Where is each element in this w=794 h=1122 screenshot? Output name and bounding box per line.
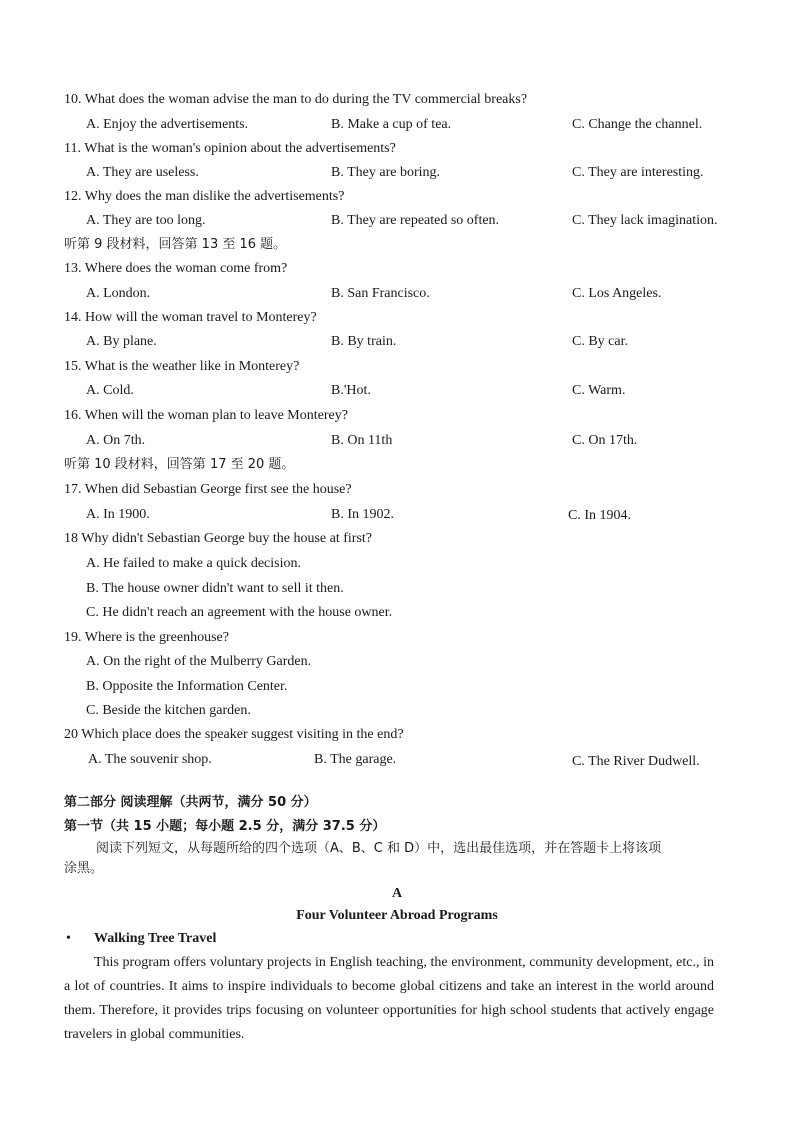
reading-instructions-line-2: 涂黑。 (64, 861, 104, 876)
q11-option-c: C. They are interesting. (572, 165, 704, 180)
q18-option-c: C. He didn't reach an agreement with the house owner. (86, 605, 393, 620)
section-10-instruction: 听第 10 段材料，回答第 17 至 20 题。 (64, 457, 295, 472)
question-15: 15. What is the weather like in Monterey? (64, 359, 300, 374)
q13-option-a: A. London. (86, 286, 151, 301)
passage-title: Four Volunteer Abroad Programs (296, 908, 498, 923)
part-two-title: 第二部分 阅读理解（共两节，满分 50 分） (64, 795, 317, 810)
bullet-icon: • (66, 931, 71, 946)
q15-option-c: C. Warm. (572, 383, 626, 398)
q12-option-c: C. They lack imagination. (572, 213, 718, 228)
q18-option-a: A. He failed to make a quick decision. (86, 556, 301, 571)
q18-option-b: B. The house owner didn't want to sell it then. (86, 581, 344, 596)
q10-option-b: B. Make a cup of tea. (331, 117, 452, 132)
passage-letter: A (391, 886, 403, 901)
q11-option-b: B. They are boring. (331, 165, 440, 180)
q20-option-c: C. The River Dudwell. (572, 754, 700, 769)
q20-option-a: A. The souvenir shop. (88, 752, 212, 767)
q20-option-b: B. The garage. (314, 752, 397, 767)
q12-option-b: B. They are repeated so often. (331, 213, 500, 228)
question-10: 10. What does the woman advise the man to do during the TV commercial breaks? (64, 92, 528, 107)
q19-option-b: B. Opposite the Information Center. (86, 679, 288, 694)
question-12: 12. Why does the man dislike the advertisements? (64, 189, 345, 204)
q17-option-a: A. In 1900. (86, 507, 150, 522)
question-13: 13. Where does the woman come from? (64, 261, 288, 276)
q17-option-c: C. In 1904. (568, 508, 631, 523)
question-18: 18 Why didn't Sebastian George buy the house at first? (64, 531, 372, 546)
q13-option-c: C. Los Angeles. (572, 286, 662, 301)
question-19: 19. Where is the greenhouse? (64, 630, 229, 645)
q12-option-a: A. They are too long. (86, 213, 206, 228)
q10-option-c: C. Change the channel. (572, 117, 703, 132)
q16-option-a: A. On 7th. (86, 433, 146, 448)
q15-option-b: B.'Hot. (331, 383, 371, 398)
q19-option-a: A. On the right of the Mulberry Garden. (86, 654, 312, 669)
q17-option-b: B. In 1902. (331, 507, 394, 522)
reading-instructions-line-1: 阅读下列短文，从每题所给的四个选项（A、B、C 和 D）中，选出最佳选项，并在答题卡上将该项 (96, 841, 662, 856)
section-one-title: 第一节（共 15 小题；每小题 2.5 分，满分 37.5 分） (64, 819, 386, 834)
question-20: 20 Which place does the speaker suggest visiting in the end? (64, 727, 404, 742)
program-description-text: This program offers voluntary projects in English teaching, the environment, community development, etc., in a lot of countries. It aims to inspire individuals to become global citizens and take an interest in the world around them. Therefore, it provides trips focusing on volunteer opportunities for high school students that actively engage travelers in global communities. (64, 955, 714, 1042)
q14-option-a: A. By plane. (86, 334, 157, 349)
q16-option-b: B. On 11th (331, 433, 393, 448)
program-description (64, 951, 714, 1047)
program-name: Walking Tree Travel (94, 931, 217, 946)
q16-option-c: C. On 17th. (572, 433, 638, 448)
q11-option-a: A. They are useless. (86, 165, 199, 180)
q13-option-b: B. San Francisco. (331, 286, 430, 301)
q14-option-b: B. By train. (331, 334, 397, 349)
q14-option-c: C. By car. (572, 334, 628, 349)
q15-option-a: A. Cold. (86, 383, 134, 398)
q19-option-c: C. Beside the kitchen garden. (86, 703, 251, 718)
q10-option-a: A. Enjoy the advertisements. (86, 117, 249, 132)
question-16: 16. When will the woman plan to leave Monterey? (64, 408, 348, 423)
question-14: 14. How will the woman travel to Monterey? (64, 310, 317, 325)
section-9-instruction: 听第 9 段材料，回答第 13 至 16 题。 (64, 237, 287, 252)
question-17: 17. When did Sebastian George first see the house? (64, 482, 352, 497)
question-11: 11. What is the woman's opinion about the advertisements? (64, 141, 396, 156)
